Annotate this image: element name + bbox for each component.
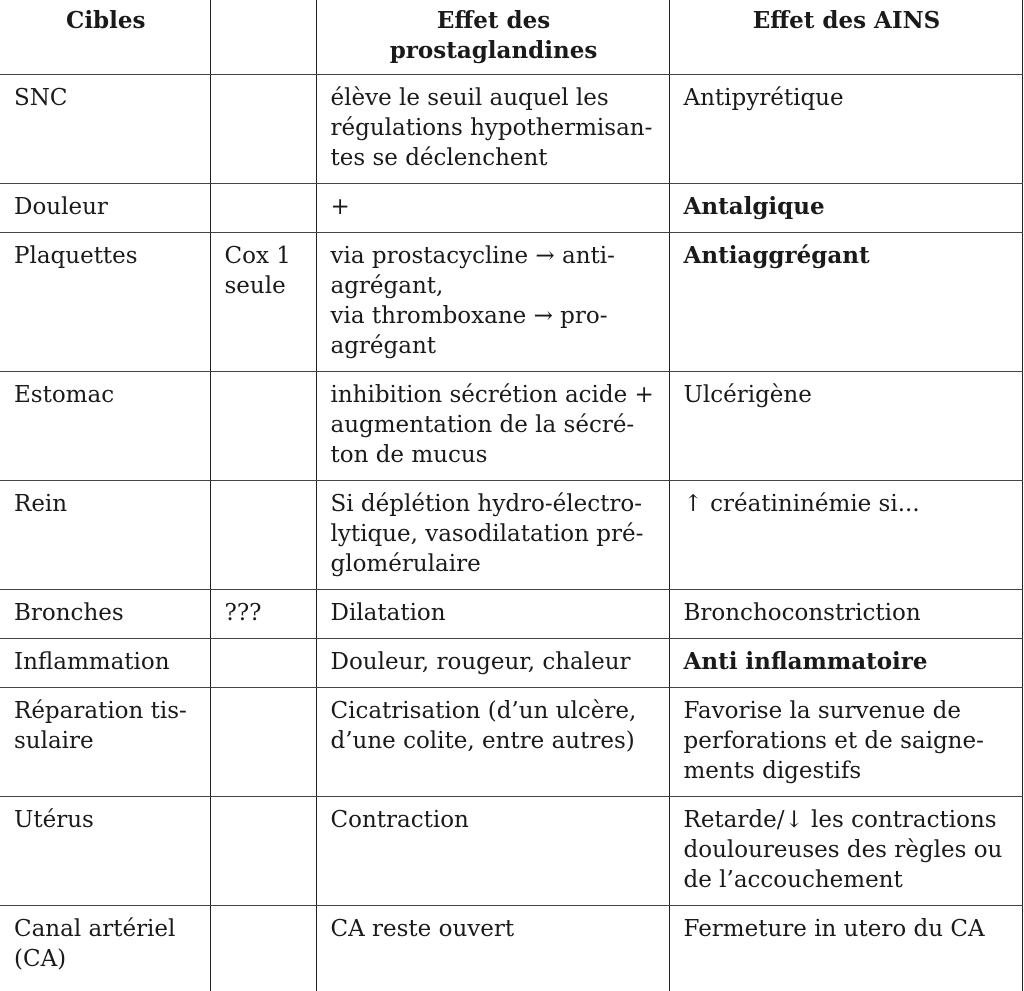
cell-cox-text: Cox 1 seule [224,243,291,299]
cell-prostaglandines-text: Contraction [330,807,469,833]
cell-cible-text: Utérus [14,807,94,833]
cell-prostaglandines [316,906,669,991]
header-cibles: Cibles [0,0,210,75]
cell-ains [669,688,1022,797]
cell-prostaglandines [316,590,669,639]
cell-cible-text: Rein [14,491,68,517]
cell-ains-text: Anti inflammatoire [683,648,928,675]
cell-cox-text: ??? [224,600,262,626]
table-row [0,906,1022,991]
cell-prostaglandines [316,797,669,906]
table-row [0,688,1022,797]
cell-cible [0,75,210,184]
cell-cible [0,639,210,688]
cell-prostaglandines-text: élève le seuil auquel les régulations hypothermisan- tes se déclenchent [330,85,653,171]
cell-ains-text: Bronchoconstriction [683,600,921,626]
table-row [0,797,1022,906]
cell-cible-text: Bronches [14,600,124,626]
cell-prostaglandines [316,688,669,797]
cell-ains [669,797,1022,906]
header-ains: Effet des AINS [669,0,1022,75]
cell-cible-text: Douleur [14,194,108,220]
cell-ains-text: Antipyrétique [683,85,844,111]
cell-prostaglandines-text: inhibition sécrétion acide + augmentation de la sécré- ton de mucus [330,382,654,468]
cell-cible [0,184,210,233]
cell-prostaglandines [316,233,669,372]
cell-cible-text: Inflammation [14,649,170,675]
cell-ains [669,906,1022,991]
cell-cible [0,372,210,481]
cell-ains-text: Ulcérigène [683,382,812,408]
cell-prostaglandines [316,75,669,184]
cell-prostaglandines-text: + [330,194,350,220]
cell-ains [669,590,1022,639]
header-prostaglandines: Effet des prostaglandines [316,0,669,75]
cell-ains-text: Fermeture in utero du CA [683,916,985,942]
cell-cible [0,906,210,991]
cell-cible [0,481,210,590]
cell-cible [0,233,210,372]
cell-cible-text: Estomac [14,382,115,408]
cell-ains-text: Retarde/↓ les contractions douloureuses des règles ou de l’accouchement [683,807,1003,893]
cell-cox [210,233,316,372]
cell-cox [210,639,316,688]
cell-ains [669,372,1022,481]
table-row [0,184,1022,233]
cell-cible-text: Plaquettes [14,243,138,269]
table-row [0,233,1022,372]
cell-prostaglandines-text: Douleur, rougeur, chaleur [330,649,631,675]
cell-cible-text: Réparation tis- sulaire [14,698,187,754]
cell-cible [0,797,210,906]
header-cox [210,0,316,75]
cell-prostaglandines-text: Dilatation [330,600,446,626]
cell-ains [669,481,1022,590]
cell-prostaglandines-text: Cicatrisation (d’un ulcère, d’une colite, entre autres) [330,698,637,754]
cell-cible [0,590,210,639]
cell-cox [210,372,316,481]
cell-ains [669,75,1022,184]
cell-prostaglandines [316,639,669,688]
cell-ains [669,233,1022,372]
cell-prostaglandines [316,481,669,590]
table-row [0,639,1022,688]
cell-cox [210,590,316,639]
cell-cox [210,75,316,184]
table-row [0,372,1022,481]
cell-ains-text: Antiaggrégant [683,242,870,269]
cell-cible [0,688,210,797]
cell-cox [210,797,316,906]
cell-ains [669,639,1022,688]
cell-prostaglandines-text: CA reste ouvert [330,916,515,942]
cell-cox [210,184,316,233]
table-row [0,481,1022,590]
cell-prostaglandines [316,372,669,481]
cell-ains-text: ↑ créatininémie si... [683,491,920,517]
cell-cible-text: Canal artériel (CA) [14,916,176,972]
table-body [0,75,1022,991]
cell-ains-text: Antalgique [683,193,825,220]
cell-cox [210,688,316,797]
cell-prostaglandines-text: via prostacycline → anti- agrégant, via thromboxane → pro- agrégant [330,243,615,359]
cell-prostaglandines [316,184,669,233]
cell-ains [669,184,1022,233]
cell-cox [210,906,316,991]
cell-prostaglandines-text: Si déplétion hydro-électro- lytique, vasodilatation pré- glomérulaire [330,491,644,577]
table-row [0,75,1022,184]
cell-cox [210,481,316,590]
header-row [0,0,1022,75]
cell-cible-text: SNC [14,85,68,111]
table-row [0,590,1022,639]
cell-ains-text: Favorise la survenue de perforations et de saigne- ments digestifs [683,698,984,784]
